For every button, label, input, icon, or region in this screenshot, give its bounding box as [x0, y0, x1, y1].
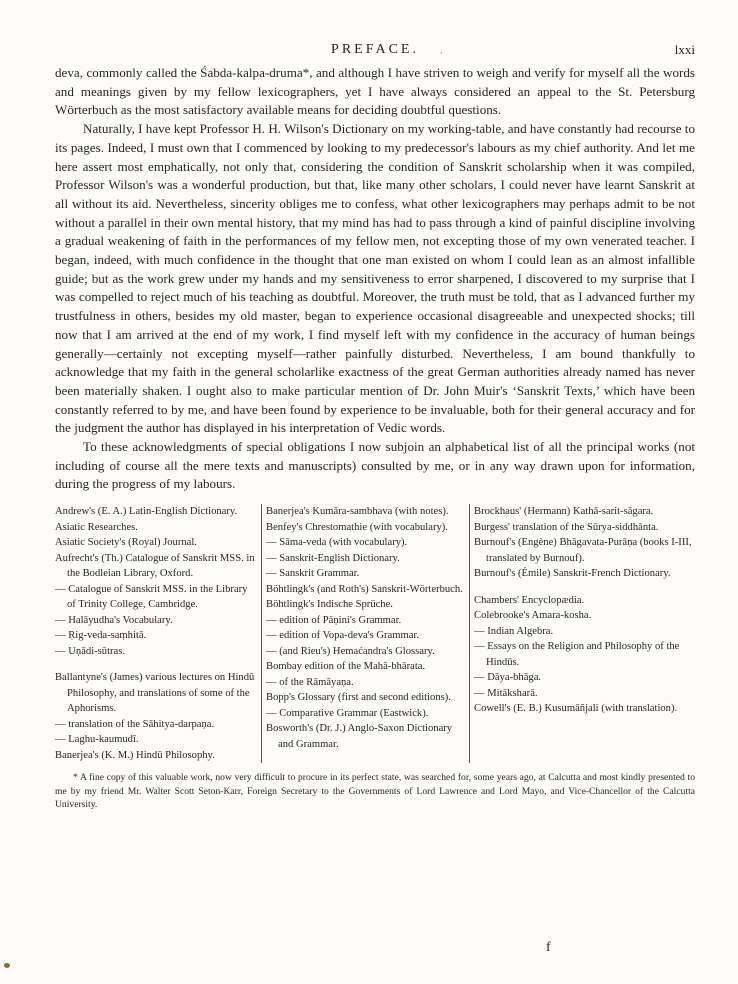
reference-entry: Banerjea's Kumāra-sambhava (with notes). [266, 506, 449, 518]
reference-entry: — Uṇādi-sūtras. [55, 645, 126, 657]
reference-entry: — Indian Algebra. [474, 625, 554, 637]
reference-entry: Burgess' translation of the Sūrya-siddhānta. [474, 521, 659, 533]
reference-column-3 [469, 504, 695, 763]
reference-entry: Bopp's Glossary (first and second editions). [266, 692, 451, 704]
reference-entry: Ballantyne's (James) various lectures on Hindū Philosophy, and translations of some of the Aphorisms. [55, 672, 255, 715]
body-text [55, 64, 695, 494]
reference-entry: — Comparative Grammar (Eastwick). [266, 707, 429, 719]
reference-entry: — Ṛig-veda-saṃhitā. [55, 630, 147, 642]
reference-entry: — Dāya-bhāga. [474, 672, 542, 684]
reference-entry: Banerjea's (K. M.) Hindū Philosophy. [55, 749, 215, 761]
page-header [55, 40, 695, 64]
header-dot: · [440, 49, 443, 58]
reference-entry: Asiatic Researches. [55, 521, 138, 533]
paragraph: To these acknowledgments of special obligations I now subjoin an alphabetical list of all the principal works (not including of course all the mere texts and manuscripts) consulted by me, or in any way drawn upon for information, during the progress of my labours. [55, 439, 695, 492]
reference-entry: Böhtlingk's Indische Sprüche. [266, 599, 393, 611]
footnote [55, 771, 695, 812]
reference-entry: — Sanskrit-English Dictionary. [266, 552, 400, 564]
page [55, 40, 695, 812]
reference-entry: — edition of Vopa-deva's Grammar. [266, 630, 420, 642]
reference-entry: — edition of Pāṇini's Grammar. [266, 614, 402, 626]
reference-entry: Asiatic Society's (Royal) Journal. [55, 537, 197, 549]
running-head: PREFACE. [331, 42, 419, 57]
reference-entry: Andrew's (E. A.) Latin-English Dictionary. [55, 506, 238, 518]
reference-entry: Chambers' Encyclopædia. [474, 594, 585, 606]
paragraph: deva, commonly called the Śabda-kalpa-druma*, and although I have striven to weigh and verify for myself all the words and meanings given by my fellow lexicographers, yet I have always considered an appeal to the St. Petersburg Wörterbuch as the most satisfactory available means for deciding doubtful questions. [55, 65, 695, 118]
ink-blot [4, 963, 10, 968]
reference-entry: — Sāma-veda (with vocabulary). [266, 537, 408, 549]
reference-column-2 [261, 504, 469, 763]
footnote-text: * A fine copy of this valuable work, now very difficult to procure in its perfect state, was searched for, some years ago, at Calcutta and most kindly presented to me by my friend Mr. Walter Scott Seton-Karr, Foreign Secretary to the Governments of Lord Lawrence and Lord Mayo, and Vice-Chancellor of the Calcutta University. [55, 772, 695, 811]
reference-entry: Bombay edition of the Mahā-bhārata. [266, 661, 426, 673]
reference-entry: — Laghu-kaumudī. [55, 734, 139, 746]
reference-entry: — of the Rāmāyaṇa. [266, 676, 354, 688]
reference-entry: — Catalogue of Sanskrit MSS. in the Library of Trinity College, Cambridge. [55, 583, 248, 611]
reference-entry: Burnouf's (Émile) Sanskrit-French Dictionary. [474, 568, 671, 580]
reference-entry: Burnouf's (Engène) Bhāgavata-Purāṇa (books I-III, translated by Burnouf). [474, 537, 692, 564]
page-number: lxxi [674, 42, 695, 57]
reference-entry: Benfey's Chrestomathie (with vocabulary). [266, 521, 448, 533]
reference-entry: Aufrecht's (Th.) Catalogue of Sanskrit MSS. in the Bodleian Library, Oxford. [55, 552, 255, 580]
reference-entry: Böhtlingk's (and Roth's) Sanskrit-Wörterbuch. [266, 583, 463, 595]
reference-entry: Bosworth's (Dr. J.) Anglo-Saxon Dictionary and Grammar. [266, 723, 453, 750]
reference-entry: — translation of the Sāhitya-darpaṇa. [55, 718, 215, 730]
paragraph: Naturally, I have kept Professor H. H. Wilson's Dictionary on my working-table, and have constantly had recourse to its pages. Indeed, I must own that I commenced by looking to my predecessor's labours as my chief authority. And let me here assert most emphatically, not only that, considering the condition of Sanskrit scholarship when it was compiled, Professor Wilson's was a wonderful production, but that, like many other scholars, I could never have learnt Sanskrit at all without its aid. Nevertheless, sincerity obliges me to confess, what other lexicographers may perhaps admit to be not without a parallel in their own mental history, that my mind has had to pass through a kind of painful discipline involving a gradual weakening of faith in the performances of my fellow men, not excepting those of my own venerated teacher. I began, indeed, with much confidence in the thought that one man existed on whom I could lean as an almost infallible guide; but as the work grew under my hands and my sensitiveness to error sharpened, I discovered to my surprise that I was compelled to reject much of his teaching as doubtful. Moreover, the truth must be told, that as I advanced further my trustfulness in others, besides my old master, began to experience occasional disagreeable and unexpected shocks; till now that I am arrived at the end of my work, I find myself left with my confidence in the accuracy of human beings generally—certainly not excepting myself—rather painfully disturbed. Nevertheless, I am bound thankfully to acknowledge that my faith in the general scholarlike exactness of the great German authorities already named has never been materially shaken. I ought also to make particular mention of Dr. John Muir's ‘Sanskrit Texts,’ which have been constantly referred to by me, and have been found by experience to be invaluable, both for their general accuracy and for the judgment the author has displayed in his interpretation of Vedic words. [55, 121, 695, 436]
reference-entry: — Mitāksharā. [474, 687, 538, 699]
signature-mark: f [546, 940, 551, 955]
reference-entry: — Sanskrit Grammar. [266, 568, 360, 580]
reference-entry: — Essays on the Religion and Philosophy of the Hindūs. [474, 641, 680, 668]
reference-entry: — Halāyudha's Vocabulary. [55, 614, 173, 626]
reference-entry: Brockhaus' (Hermann) Kathā-sarit-sāgara. [474, 506, 654, 518]
reference-entry: Colebrooke's Amara-kosha. [474, 610, 592, 622]
reference-list [55, 504, 695, 763]
reference-entry: — (and Rieu's) Hemaćandra's Glossary. [266, 645, 435, 657]
reference-entry: Cowell's (E. B.) Kusumāñjali (with translation). [474, 703, 678, 715]
reference-column-1 [55, 504, 261, 763]
